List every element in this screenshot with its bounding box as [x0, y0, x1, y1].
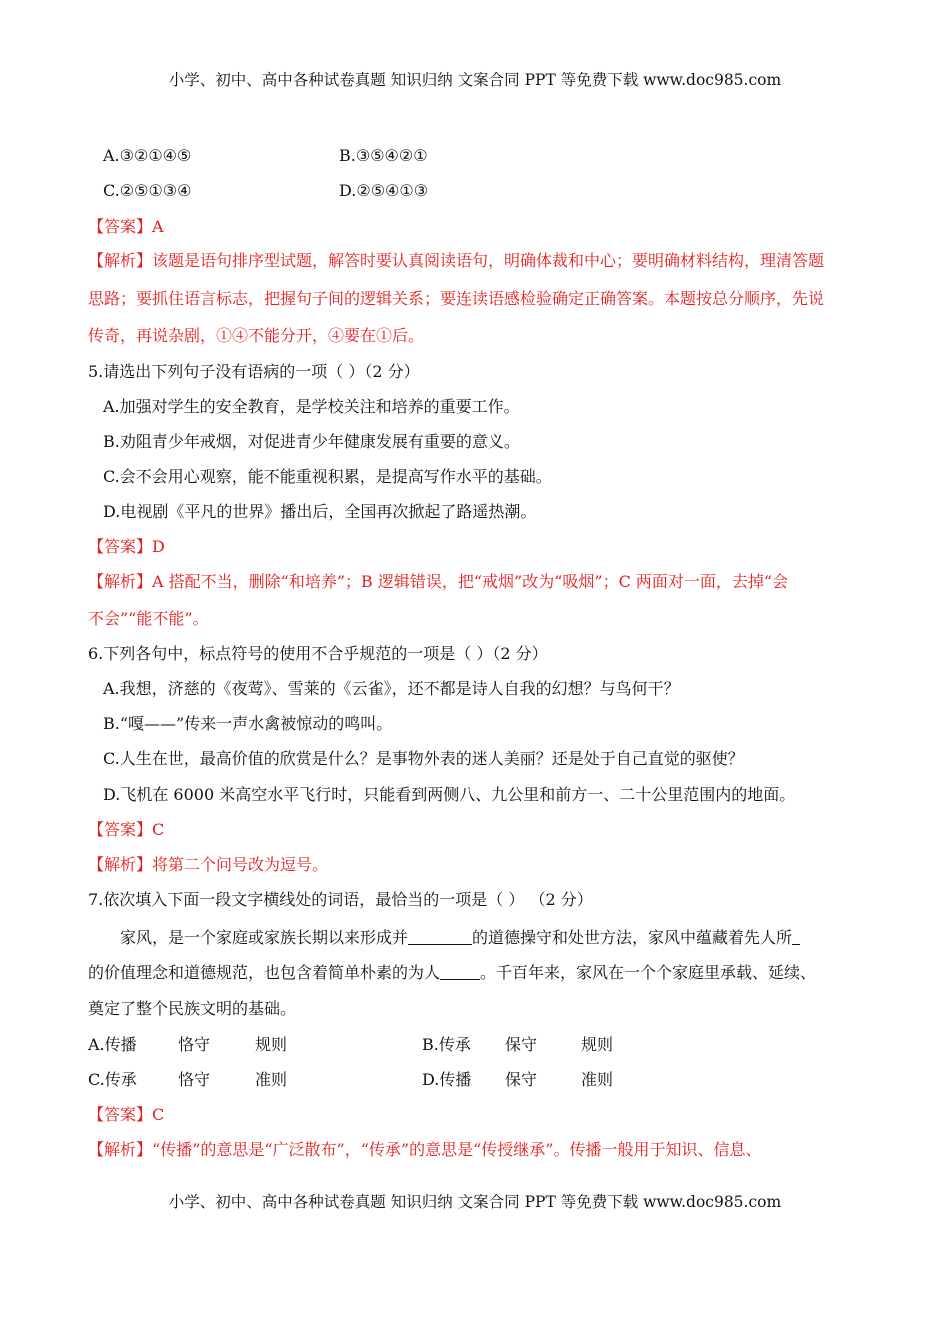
- para-text: 。千百年来，家风在一个个家庭里承载、延续、: [480, 963, 817, 982]
- q6-option-d: D.飞机在 6000 米高空水平飞行时，只能看到两侧八、九公里和前方一、二十公里范围内的地面。: [103, 785, 796, 804]
- analysis-tag: 【解析】: [88, 855, 153, 874]
- q7-paragraph-line-2: [88, 962, 816, 984]
- answer-value: D: [152, 537, 165, 556]
- q6-option-c: C.人生在世，最高价值的欣赏是什么？是事物外表的迷人美丽？还是处于自己直觉的驱使？: [103, 749, 744, 768]
- analysis-tag: 【解析】: [88, 251, 153, 270]
- q5-stem: 5.请选出下列句子没有语病的一项（ ）（2 分）: [88, 362, 420, 381]
- q7-answer: [88, 1104, 164, 1126]
- q7-option-d-word-3: 准则: [581, 1070, 614, 1089]
- q7-stem: 7.依次填入下面一段文字横线处的词语，最恰当的一项是（ ） （2 分）: [88, 890, 593, 909]
- analysis-text: 该题是语句排序型试题，解答时要认真阅读语句，明确体裁和中心；要明确材料结构，理清答题: [152, 251, 825, 270]
- q7-paragraph-line-3: 奠定了整个民族文明的基础。: [88, 999, 297, 1018]
- q7-option-c-word-1: C.传承: [88, 1070, 137, 1089]
- fill-blank-2: [792, 928, 800, 945]
- q5-option-d: D.电视剧《平凡的世界》播出后，全国再次掀起了路遥热潮。: [103, 502, 537, 521]
- answer-tag: 【答案】: [88, 1105, 153, 1124]
- q7-option-a-word-2: 恪守: [178, 1035, 211, 1054]
- para-text: 的价值理念和道德规范，也包含着简单朴素的为人: [88, 963, 441, 982]
- q7-options-row-1: [0, 1034, 950, 1056]
- fill-blank-3: [440, 963, 480, 980]
- q7-analysis-line-1: [88, 1139, 761, 1161]
- page-footer: 小学、初中、高中各种试卷真题 知识归纳 文案合同 PPT 等免费下载 www.doc985.com: [168, 1193, 782, 1211]
- q7-option-d-word-1: D.传播: [422, 1070, 472, 1089]
- fill-blank-1: [408, 928, 472, 945]
- q4-analysis-line-3: 传奇，再说杂剧，①④不能分开，④要在①后。: [88, 326, 425, 345]
- q7-option-a-word-3: 规则: [255, 1035, 288, 1054]
- analysis-text: 将第二个问号改为逗号。: [152, 855, 329, 874]
- q5-analysis-line-1: [88, 571, 788, 593]
- analysis-tag: 【解析】: [88, 572, 153, 591]
- q4-option-a: A.③②①④⑤: [103, 146, 192, 165]
- para-text: 家风，是一个家庭或家族长期以来形成并: [120, 928, 409, 947]
- page-header: 小学、初中、高中各种试卷真题 知识归纳 文案合同 PPT 等免费下载 www.doc985.com: [168, 71, 782, 89]
- q4-option-b: B.③⑤④②①: [339, 146, 428, 165]
- q5-option-b: B.劝阻青少年戒烟，对促进青少年健康发展有重要的意义。: [103, 432, 520, 451]
- q4-option-d: D.②⑤④①③: [339, 181, 429, 200]
- answer-tag: 【答案】: [88, 217, 153, 236]
- q5-option-a: A.加强对学生的安全教育，是学校关注和培养的重要工作。: [103, 397, 520, 416]
- q6-stem: 6.下列各句中，标点符号的使用不合乎规范的一项是（ ）（2 分）: [88, 644, 548, 663]
- q5-analysis-line-2: 不会”“能不能”。: [88, 609, 209, 628]
- q4-option-c: C.②⑤①③④: [103, 181, 192, 200]
- q7-option-c-word-2: 恪守: [178, 1070, 211, 1089]
- q7-option-b-word-3: 规则: [581, 1035, 614, 1054]
- q5-option-c: C.会不会用心观察，能不能重视积累，是提高写作水平的基础。: [103, 467, 552, 486]
- q7-option-d-word-2: 保守: [505, 1070, 538, 1089]
- q7-option-b-word-1: B.传承: [422, 1035, 471, 1054]
- q7-option-a-word-1: A.传播: [88, 1035, 137, 1054]
- analysis-text: “传播”的意思是“广泛散布”，“传承”的意思是“传授继承”。传播一般用于知识、信息、: [152, 1140, 762, 1159]
- q5-answer: [88, 536, 165, 558]
- q6-answer: [88, 819, 164, 841]
- answer-value: C: [152, 820, 165, 839]
- q6-option-a: A.我想，济慈的《夜莺》、雪莱的《云雀》，还不都是诗人自我的幻想？与鸟何干？: [103, 679, 680, 698]
- answer-tag: 【答案】: [88, 537, 153, 556]
- answer-value: A: [152, 217, 164, 236]
- q7-option-c-word-3: 准则: [255, 1070, 288, 1089]
- q4-analysis-line-1: [88, 250, 824, 272]
- analysis-text: A 搭配不当，删除“和培养”；B 逻辑错误，把“戒烟”改为“吸烟”；C 两面对一面，去掉“会: [152, 572, 789, 591]
- q4-analysis-line-2: 思路；要抓住语言标志，把握句子间的逻辑关系；要连读语感检验确定正确答案。本题按总分顺序，先说: [88, 289, 825, 308]
- answer-tag: 【答案】: [88, 820, 153, 839]
- analysis-tag: 【解析】: [88, 1140, 153, 1159]
- answer-value: C: [152, 1105, 165, 1124]
- q7-paragraph-line-1: [120, 927, 800, 949]
- q6-option-b: B.“嘎——”传来一声水禽被惊动的鸣叫。: [103, 714, 393, 733]
- q6-analysis-line-1: [88, 854, 328, 876]
- para-text: 的道德操守和处世方法，家风中蕴藏着先人所: [472, 928, 793, 947]
- q4-answer: [88, 216, 164, 238]
- q7-options-row-2: [0, 1069, 950, 1091]
- q7-option-b-word-2: 保守: [505, 1035, 538, 1054]
